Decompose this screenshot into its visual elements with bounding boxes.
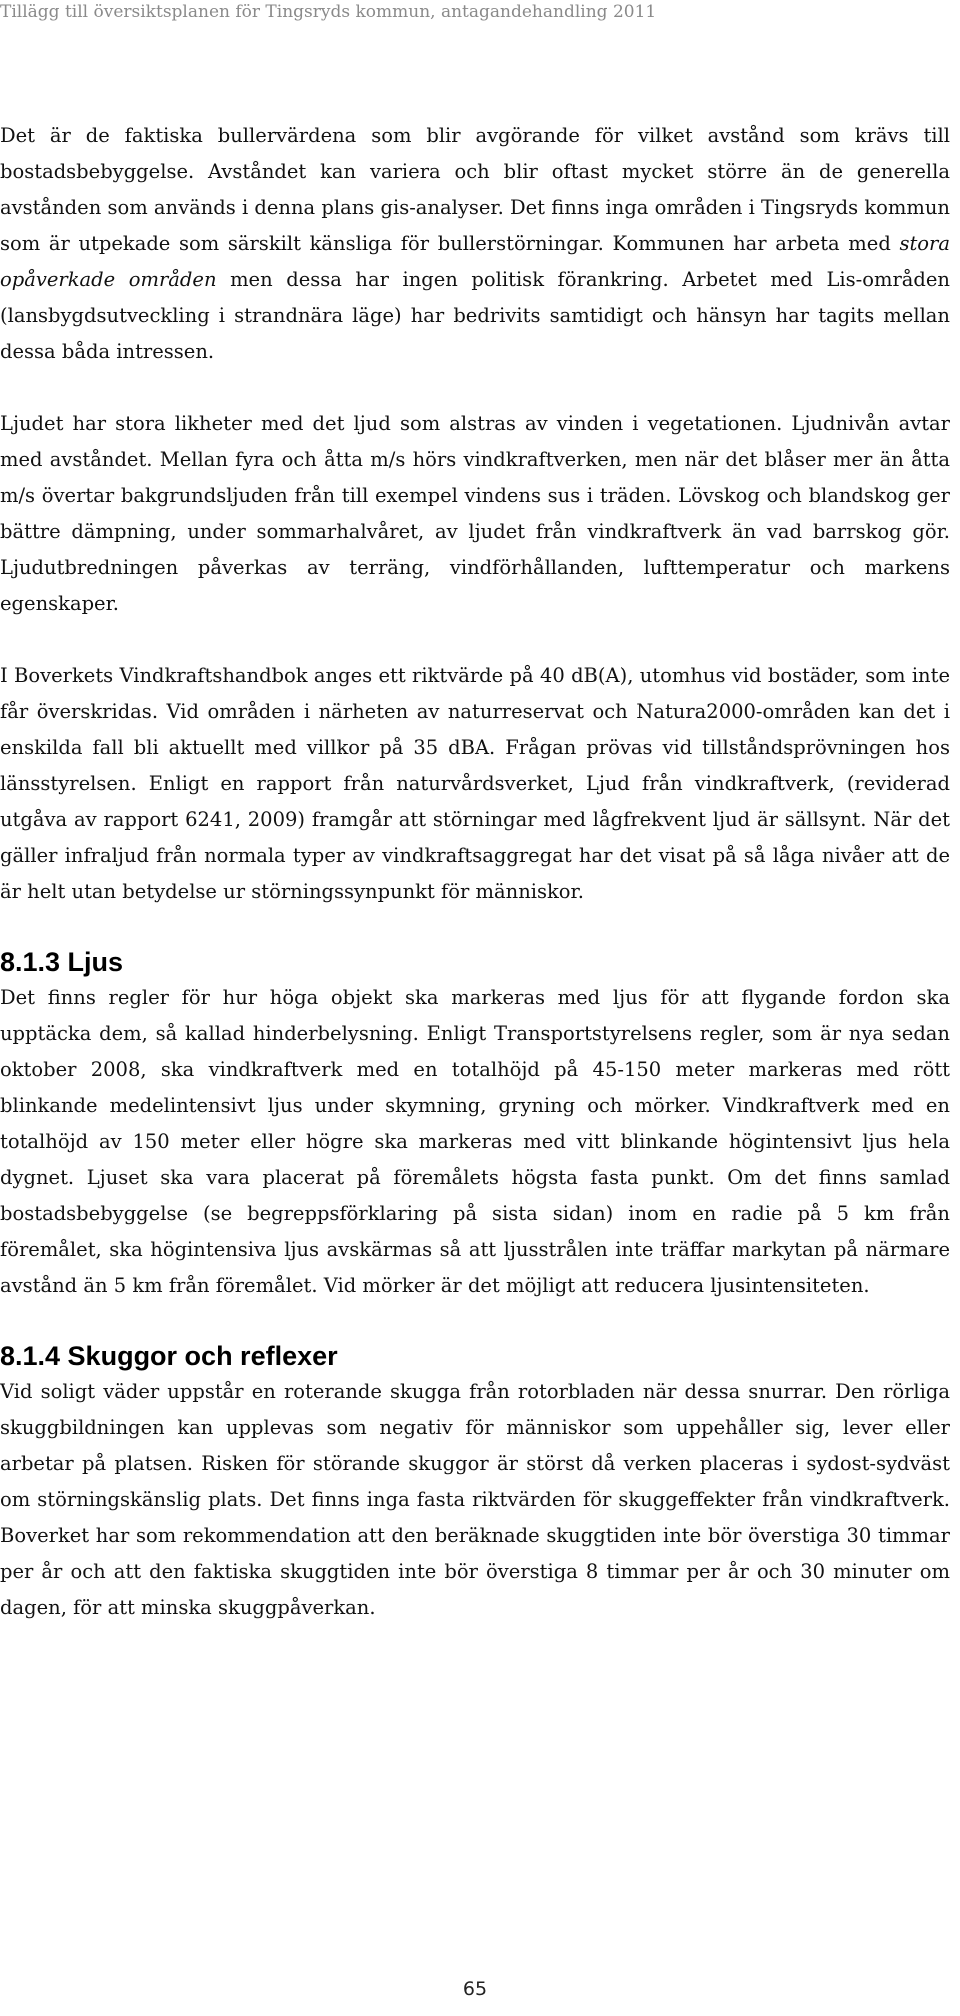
paragraph-ljud: Ljudet har stora likheter med det ljud som alstras av vinden i vegetationen. Ljudnivån avtar med avståndet. Mellan fyra och åtta m/s hörs vindkraftverken, men när det blåser mer än åtta m/s övertar bakgrundsljuden från till exempel vindens sus i träden. Lövskog och blandskog ger bättre dämpning, under sommarhalvåret, av ljudet från vindkraftverk än vad barrskog gör. Ljudutbredningen påverkas av terräng, vindförhållanden, lufttemperatur och markens egenskaper. — [0, 412, 950, 615]
body-text — [0, 118, 950, 1662]
paragraph-text: Det är de faktiska bullervärdena som blir avgörande för vilket avstånd som krävs till bostadsbebyggelse. Avståndet kan variera och blir oftast mycket större än de generella avstånden som används i denna plans gis-analyser. Det finns inga områden i Tingsryds kommun som är utpekade som särskilt känsliga för bullerstörningar. Kommunen har arbeta med — [0, 124, 950, 255]
paragraph-skuggor: Vid soligt väder uppstår en roterande skugga från rotorbladen när dessa snurrar. Den rörliga skuggbildningen kan upplevas som negativ för människor som uppehåller sig, lever eller arbetar på platsen. Risken för störande skuggor är störst då verken placeras i sydost-sydväst om störningskänslig plats. Det finns inga fasta riktvärden för skuggeffekter från vindkraftverk. Boverket har som rekommendation att den beräknade skuggtiden inte bör överstiga 30 timmar per år och att den faktiska skuggtiden inte bör överstiga 8 timmar per år och 30 minuter om dagen, för att minska skuggpåverkan. — [0, 1380, 950, 1619]
paragraph-text: men dessa har ingen politisk förankring. Arbetet med Lis-områden (lansbygdsutveckling i strandnära läge) har bedrivits samtidigt och hänsyn har tagits mellan dessa båda intressen. — [0, 268, 950, 363]
paragraph-riktvarde: I Boverkets Vindkraftshandbok anges ett riktvärde på 40 dB(A), utomhus vid bostäder, som inte får överskridas. Vid områden i närheten av naturreservat och Natura2000-områden kan det i enskilda fall bli aktuellt med villkor på 35 dBA. Frågan prövas vid tillståndsprövningen hos länsstyrelsen. Enligt en rapport från naturvårdsverket, Ljud från vindkraftverk, (reviderad utgåva av rapport 6241, 2009) framgår att störningar med lågfrekvent ljud är sällsynt. När det gäller infraljud från normala typer av vindkraftsaggregat har det visat på så låga nivåer att de är helt utan betydelse ur störningssynpunkt för människor. — [0, 664, 950, 903]
paragraph-buller-avstand — [0, 118, 950, 370]
page-number: 65 — [462, 1978, 488, 2000]
running-header: Tillägg till översiktsplanen för Tingsryds kommun, antagandehandling 2011 — [0, 2, 657, 22]
paragraph-ljus: Det finns regler för hur höga objekt ska markeras med ljus för att flygande fordon ska upptäcka dem, så kallad hinderbelysning. Enligt Transportstyrelsens regler, som är nya sedan oktober 2008, ska vindkraftverk med en totalhöjd på 45-150 meter markeras med rött blinkande medelintensivt ljus under skymning, gryning och mörker. Vindkraftverk med en totalhöjd av 150 meter eller högre ska markeras med vitt blinkande högintensivt ljus hela dygnet. Ljuset ska vara placerat på föremålets högsta fasta punkt. Om det finns samlad bostadsbebyggelse (se begreppsförklaring på sista sidan) inom en radie på 5 km från föremålet, ska högintensiva ljus avskärmas så att ljusstrålen inte träffar markytan på närmare avstånd än 5 km från föremålet. Vid mörker är det möjligt att reducera ljusintensiteten. — [0, 986, 950, 1297]
emphasis-text: stora opåverkade områden — [0, 232, 950, 291]
section-heading-ljus: 8.1.3 Ljus — [0, 947, 124, 977]
section-heading-skuggor: 8.1.4 Skuggor och reflexer — [0, 1341, 338, 1371]
